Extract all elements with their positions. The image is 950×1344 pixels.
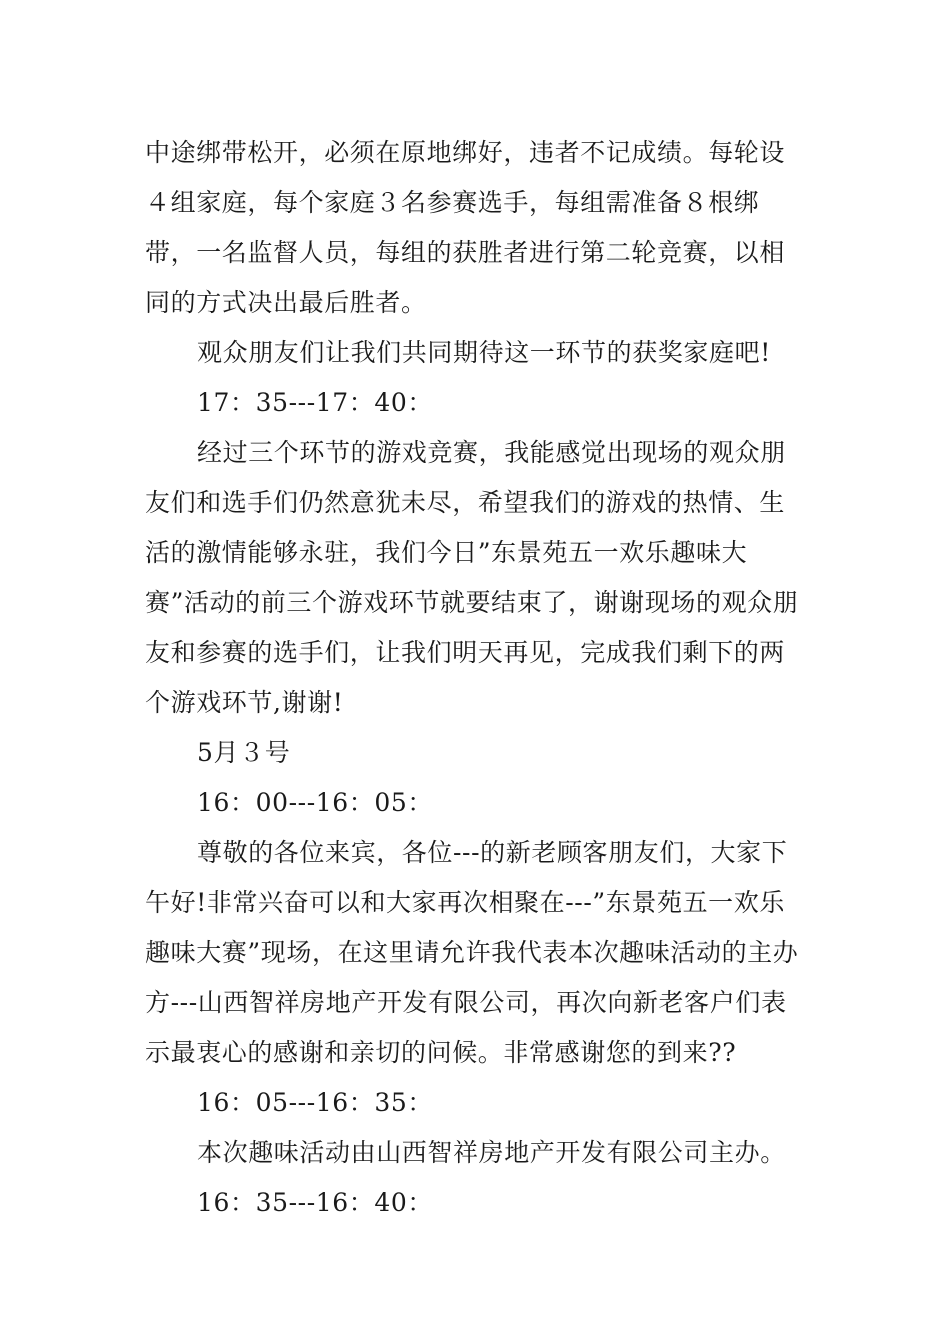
paragraph-closing: 经过三个环节的游戏竞赛，我能感觉出现场的观众朋友们和选手们仍然意犹未尽，希望我们的游戏的热情、生活的激情能够永驻，我们今日”东景苑五一欢乐趣味大赛”活动的前三个游戏环节就要结束了，谢谢现场的观众朋友和参赛的选手们，让我们明天再见，完成我们剩下的两个游戏环节,谢谢! — [145, 438, 799, 717]
time-slot-1735: 17：35---17：40： — [197, 388, 433, 417]
time-slot-1600: 16：00---16：05： — [197, 788, 433, 817]
paragraph-welcome: 尊敬的各位来宾，各位---的新老顾客朋友们，大家下午好!非常兴奋可以和大家再次相聚在---”东景苑五一欢乐趣味大赛”现场，在这里请允许我代表本次趣味活动的主办方---山西智祥房地产开发有限公司，再次向新老客户们表示最衷心的感谢和亲切的问候。非常感谢您的到来?? — [145, 838, 799, 1067]
paragraph-rules: 中途绑带松开，必须在原地绑好，违者不记成绩。每轮设４组家庭，每个家庭３名参赛选手，每组需准备８根绑带，一名监督人员，每组的获胜者进行第二轮竞赛，以相同的方式决出最后胜者。 — [145, 138, 786, 317]
time-slot-1605: 16：05---16：35： — [197, 1088, 433, 1117]
paragraph-sponsor: 本次趣味活动由山西智祥房地产开发有限公司主办。 — [197, 1138, 786, 1167]
time-slot-1635: 16：35---16：40： — [197, 1188, 433, 1217]
paragraph-audience: 观众朋友们让我们共同期待这一环节的获奖家庭吧! — [197, 338, 771, 367]
date-heading-may3: 5月３号 — [197, 738, 291, 767]
